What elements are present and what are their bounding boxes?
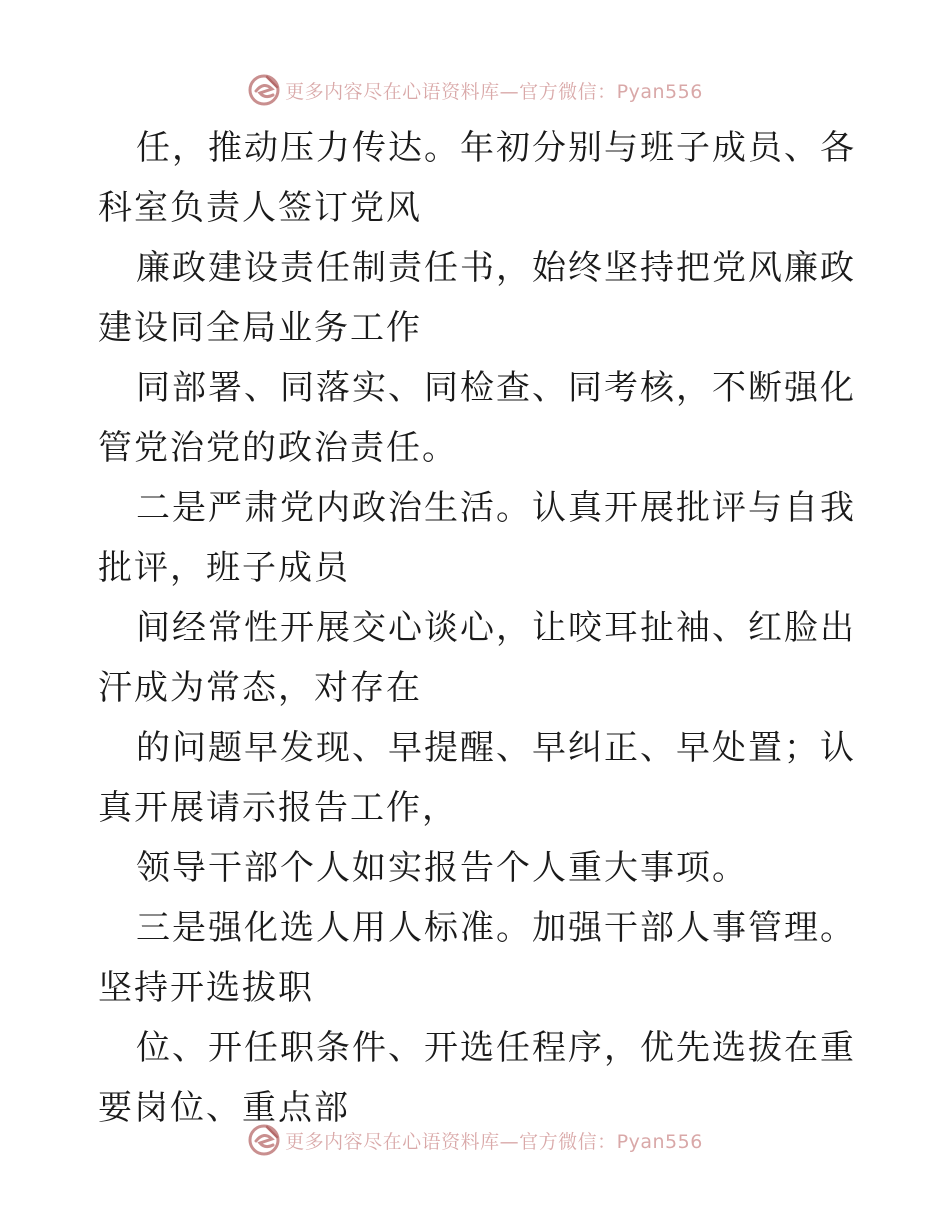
- paragraph: 位、开任职条件、开选任程序，优先选拔在重要岗位、重点部: [98, 1028, 856, 1128]
- paragraph: 间经常性开展交心谈心，让咬耳扯袖、红脸出汗成为常态，对存在: [98, 608, 856, 708]
- watermark-text: 更多内容尽在心语资料库—官方微信：Pyan556: [285, 80, 703, 103]
- paragraph: 领导干部个人如实报告个人重大事项。: [136, 848, 748, 888]
- paragraph: 的问题早发现、早提醒、早纠正、早处置；认真开展请示报告工作，: [98, 728, 856, 828]
- paragraph: 同部署、同落实、同检查、同考核，不断强化管党治党的政治责任。: [98, 368, 856, 468]
- footer-watermark: [0, 1120, 950, 1160]
- paragraph: 任，推动压力传达。年初分别与班子成员、各科室负责人签订党风: [98, 128, 856, 228]
- paragraph: 廉政建设责任制责任书，始终坚持把党风廉政建设同全局业务工作: [98, 248, 856, 348]
- stylized-e-logo-icon: [247, 1123, 281, 1157]
- header-watermark: [0, 70, 950, 110]
- document-body: [98, 118, 858, 1138]
- paragraph: 三是强化选人用人标准。加强干部人事管理。坚持开选拔职: [98, 908, 856, 1008]
- watermark-text: 更多内容尽在心语资料库—官方微信：Pyan556: [285, 1130, 703, 1153]
- stylized-e-logo-icon: [247, 73, 281, 107]
- paragraph: 二是严肃党内政治生活。认真开展批评与自我批评，班子成员: [98, 488, 856, 588]
